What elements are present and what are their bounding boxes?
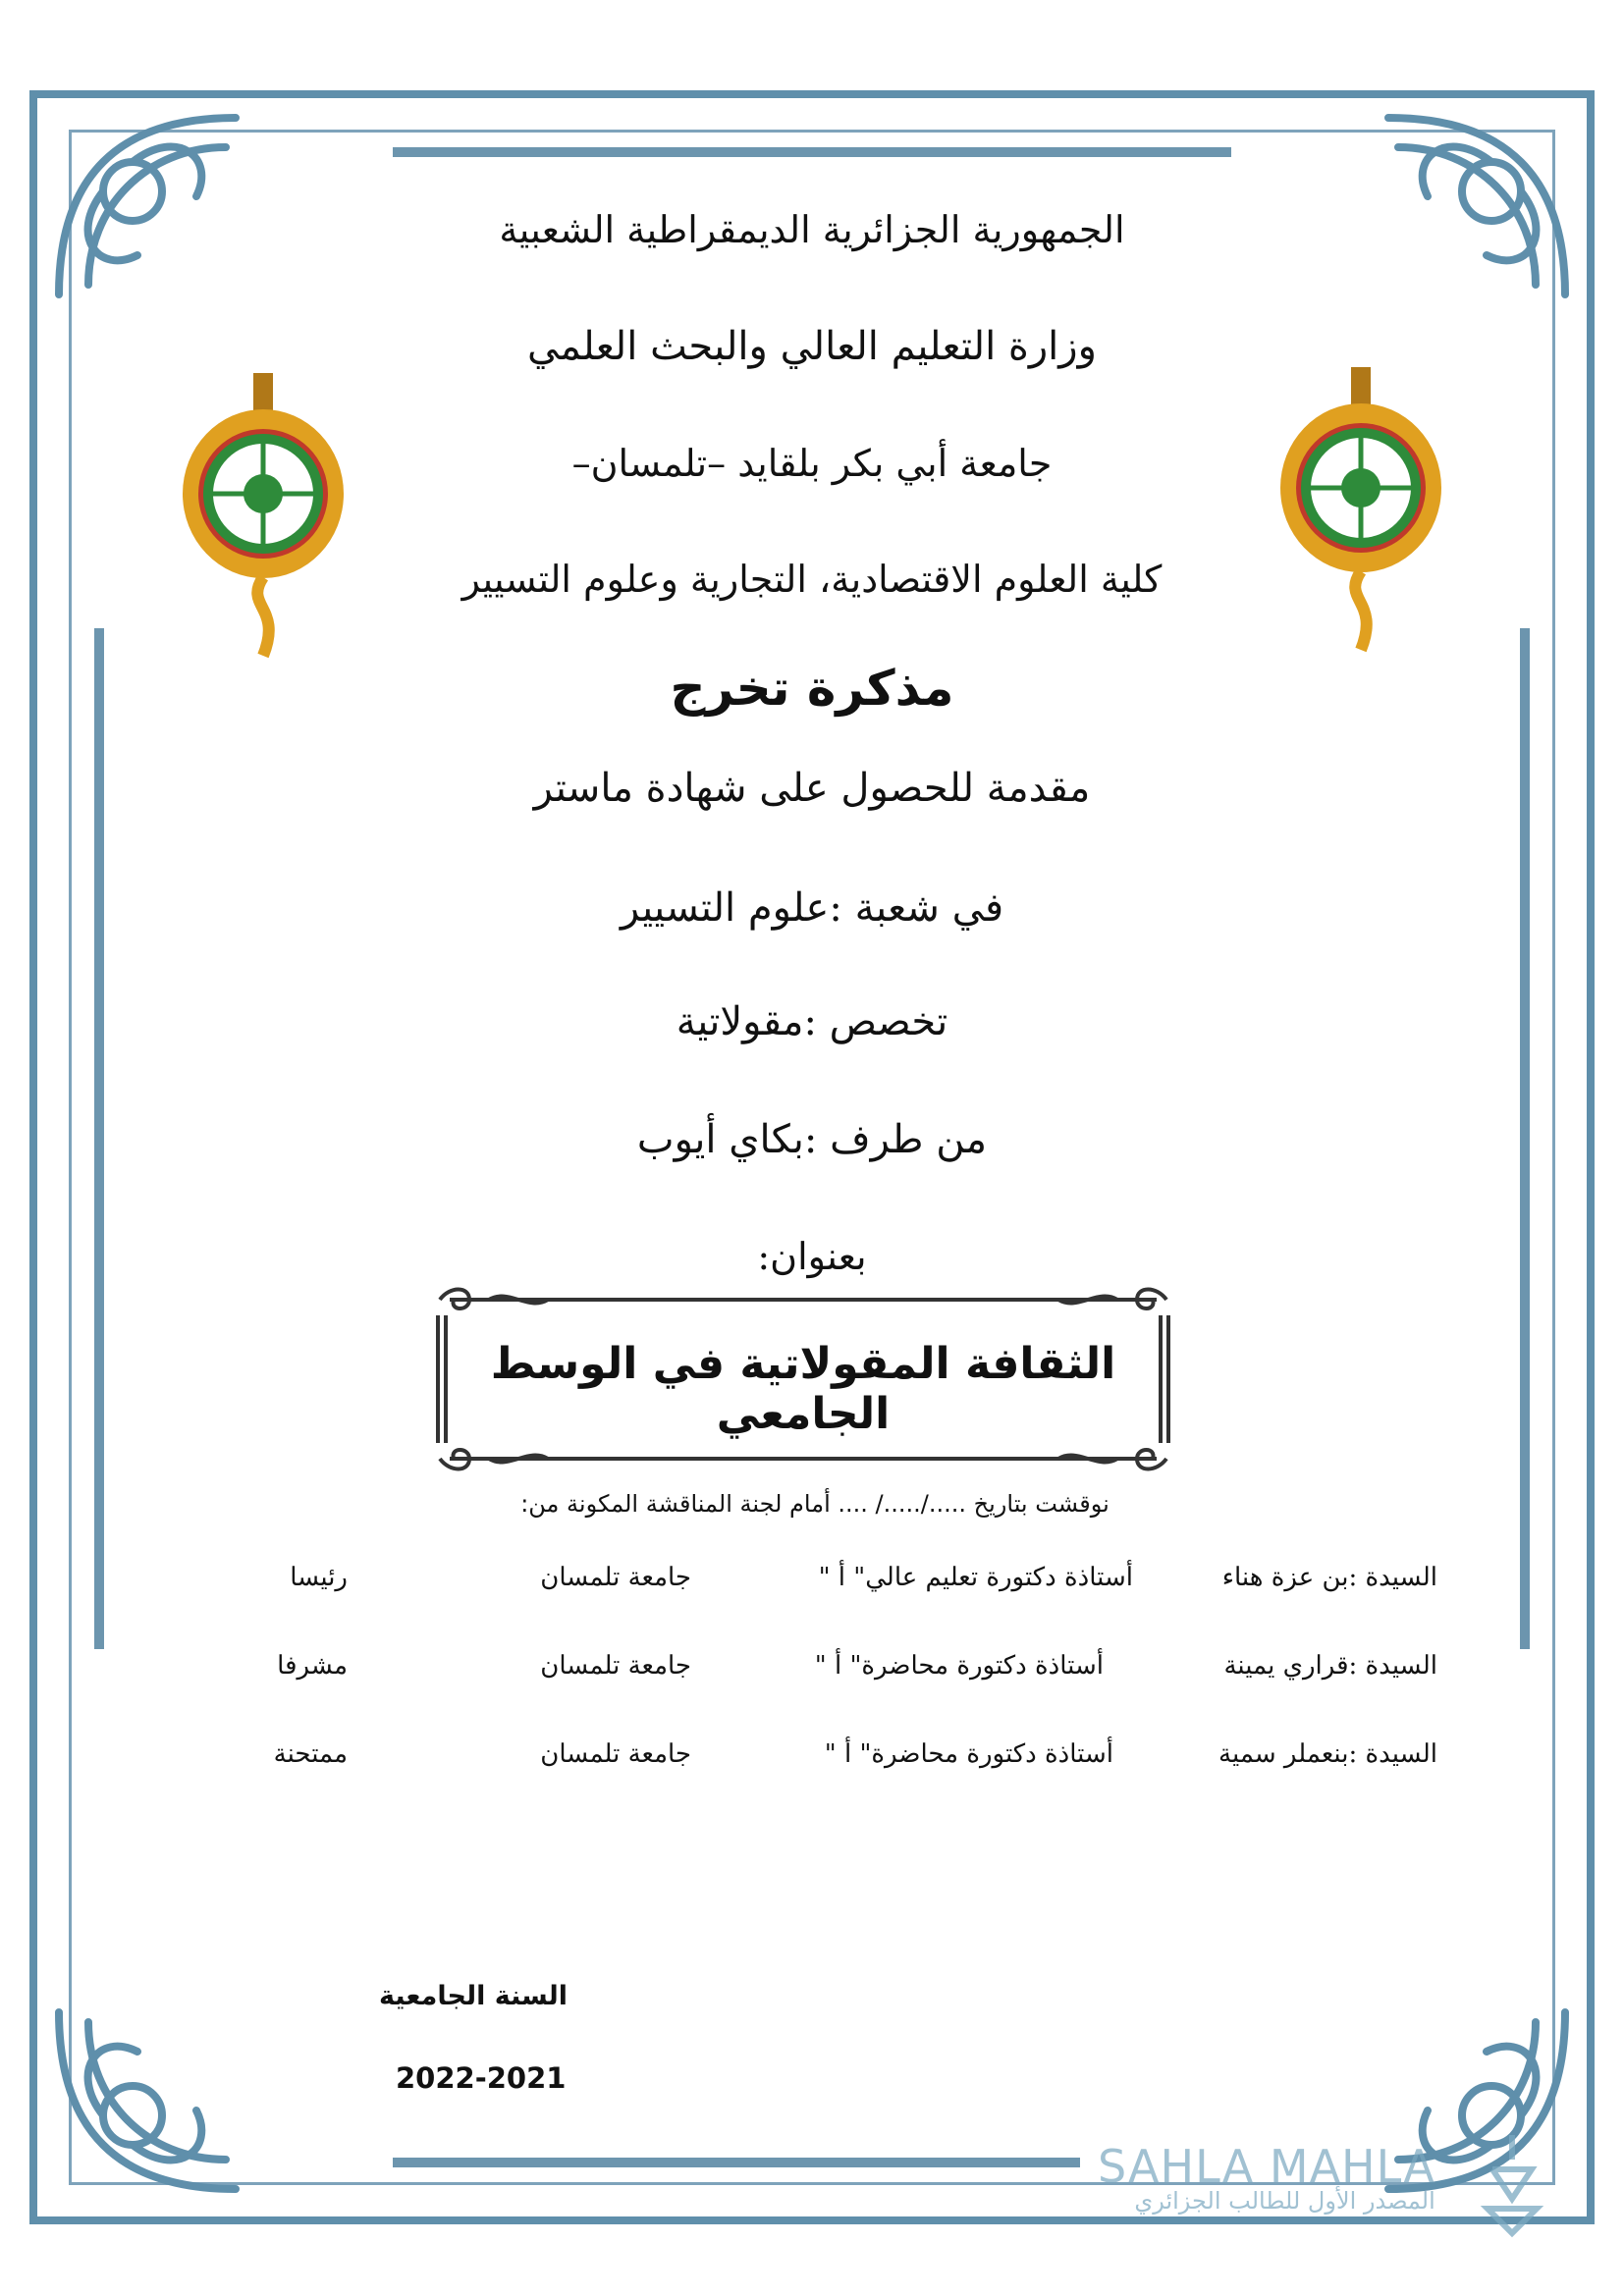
member-university: جامعة تلمسان xyxy=(540,1739,691,1769)
member-role: رئيسا xyxy=(290,1563,348,1592)
thesis-purpose: مقدمة للحصول على شهادة ماستر xyxy=(533,766,1091,811)
academic-year-label: السنة الجامعية xyxy=(379,1981,568,2011)
watermark-logo-icon xyxy=(1473,2130,1551,2238)
thesis-title: الثقافة المقولاتية في الوسط الجامعي xyxy=(490,1339,1116,1439)
member-rank: أستاذة دكتورة محاضرة" أ " xyxy=(824,1739,1113,1769)
university-seal-right xyxy=(1272,365,1449,660)
republic-heading: الجمهورية الجزائرية الديمقراطية الشعبية xyxy=(499,208,1125,251)
member-name: السيدة :بنعملر سمية xyxy=(1218,1739,1437,1769)
watermark-brand: SAHLA MAHLA xyxy=(1098,2140,1435,2193)
border-bar-top xyxy=(393,147,1231,157)
corner-ornament-bottom-left xyxy=(39,1983,265,2209)
thesis-branch: في شعبة :علوم التسيير xyxy=(620,885,1004,931)
member-name: السيدة :قراري يمينة xyxy=(1223,1651,1437,1681)
member-rank: أستاذة دكتورة محاضرة" أ " xyxy=(814,1651,1104,1681)
university-seal-left xyxy=(175,371,352,666)
member-rank: أستاذة دكتورة تعليم عالي" أ " xyxy=(818,1563,1133,1592)
thesis-specialty: تخصص :مقولاتية xyxy=(676,999,948,1044)
committee-intro: نوقشت بتاريخ ...../...../ .... أمام لجنة المناقشة المكونة من: xyxy=(520,1490,1110,1518)
title-frame xyxy=(430,1286,1176,1472)
title-label: بعنوان: xyxy=(757,1235,867,1278)
academic-year-value: 2022-2021 xyxy=(396,2061,567,2095)
thesis-author: من طرف :بكاي أيوب xyxy=(636,1117,988,1162)
member-name: السيدة :بن عزة هناء xyxy=(1221,1563,1437,1592)
member-university: جامعة تلمسان xyxy=(540,1563,691,1592)
border-bar-bottom xyxy=(393,2158,1080,2167)
watermark-tagline: المصدر الأول للطالب الجزائري xyxy=(1134,2187,1435,2215)
member-role: مشرفا xyxy=(277,1651,348,1681)
ministry-heading: وزارة التعليم العالي والبحث العلمي xyxy=(527,324,1097,369)
member-university: جامعة تلمسان xyxy=(540,1651,691,1681)
watermark xyxy=(1098,2140,1435,2215)
member-role: ممتحنة xyxy=(273,1739,348,1769)
thesis-type: مذكرة تخرج xyxy=(670,660,954,717)
faculty-heading: كلية العلوم الاقتصادية، التجارية وعلوم التسيير xyxy=(461,558,1163,601)
university-heading: جامعة أبي بكر بلقايد –تلمسان– xyxy=(571,442,1053,485)
